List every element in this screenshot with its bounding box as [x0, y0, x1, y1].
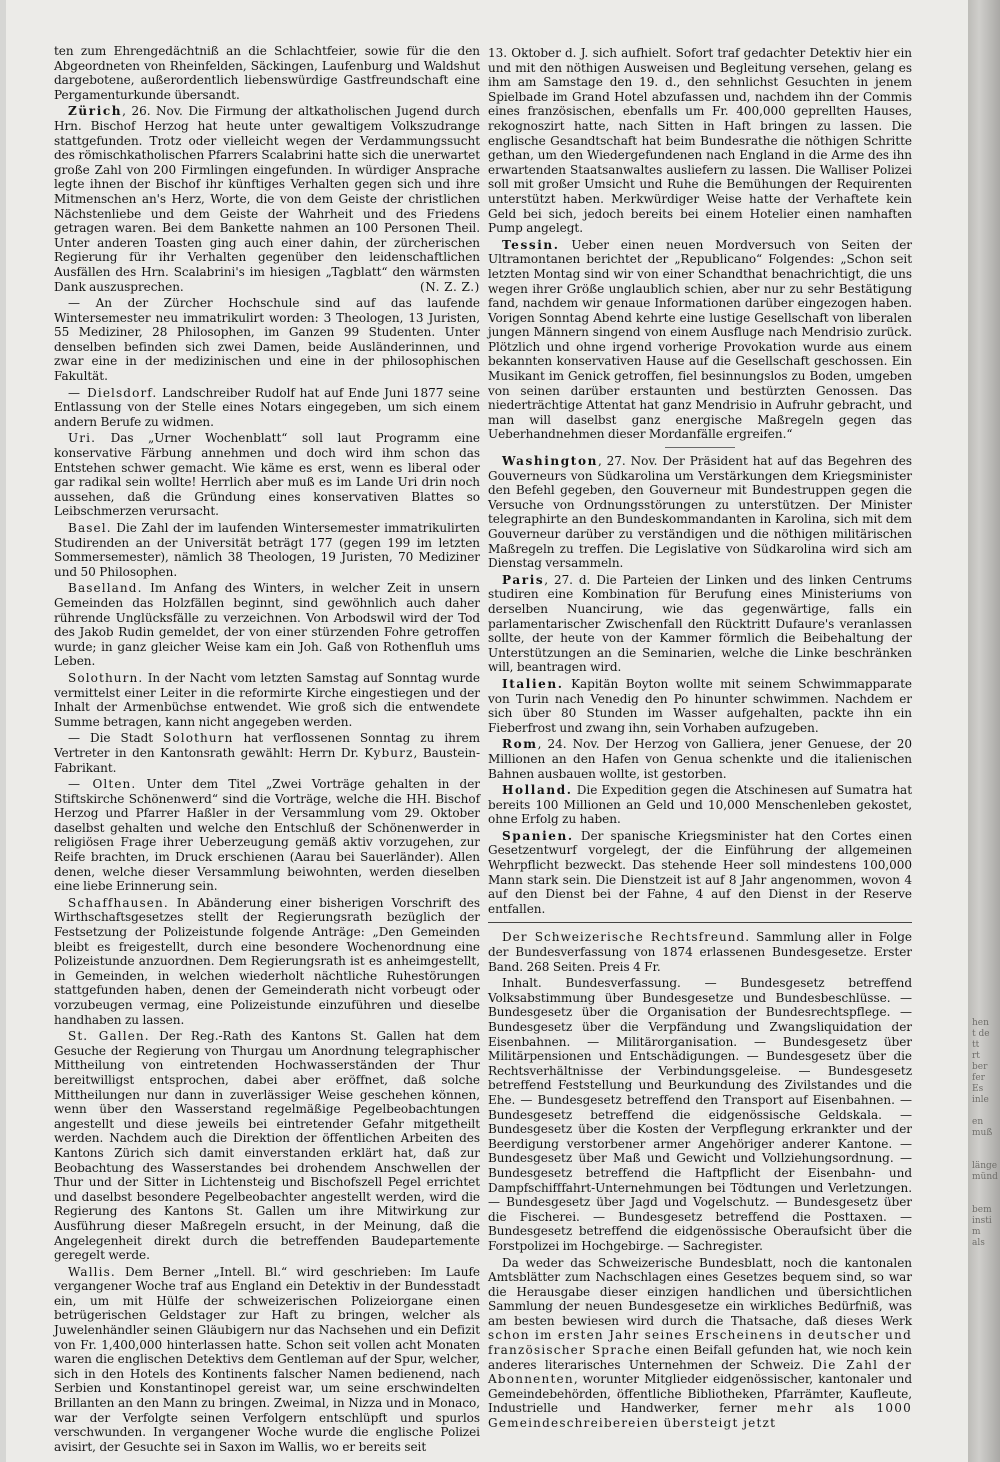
- left-column: [54, 44, 480, 1456]
- dateline: Schaffhausen.: [68, 895, 169, 910]
- dateline: Wallis.: [68, 1264, 116, 1279]
- article-wallis-continued: 13. Oktober d. J. sich aufhielt. Sofort traf gedachter Detektiv hier ein und mit den nöthigen Ausweisen und Begleitung versehen, gelang es ihm am Samstage den 19. d., den sehnlichst Gesuchten in jenem Spielbade im Grand Hotel abzufassen und, nachdem ihn der Commis eines französischen, ebenfalls um Fr. 400,000 geprellten Hauses, rekognoszirt hatte, nach Sitten in Haft bringen zu lassen. Die englische Gesandtschaft hat beim Bundesrathe die nöthigen Schritte gethan, um den Wiedergefundenen nach England in die Arme des ihn erwartenden Staatsanwaltes ausliefern zu lassen. Die Walliser Polizei soll mit großer Umsicht und Ruhe die Bemühungen der Requirenten unterstützt haben. Merkwürdiger Weise hatte der Verhaftete kein Geld bei sich, jedoch bereits bei einem Hotelier einen namhaften Pump angelegt.: [488, 46, 912, 236]
- book-contents: Inhalt. Bundesverfassung. — Bundesgesetz betreffend Volksabstimmung über Bundesgesetze und Bundesbeschlüsse. — Bundesgesetz über die Organisation der Bundesrechtspflege. — Bundesgesetz über die Verpfändung und Zwangsliquidation der Eisenbahnen. — Militärorganisation. — Bundesgesetz über Militärpensionen und Entschädigungen. — Bundesgesetz über die Rechtsverhältnisse der Verbindungsgeleise. — Bundesgesetz betreffend Feststellung und Beurkundung des Zivilstandes und die Ehe. — Bundesgesetz betreffend den Transport auf Eisenbahnen. — Bundesgesetz betreffend die eidgenössische Geldskala. — Bundesgesetz über die Kosten der Verpflegung erkrankter und der Beerdigung verstorbener armer Angehöriger anderer Kantone. — Bundesgesetz über Maß und Gewicht und Vollziehungsordnung. — Bundesgesetz betreffend die Haftpflicht der Eisenbahn- und Dampfschifffahrt-Unternehmungen bei Tödtungen und Verletzungen. — Bundesgesetz über Jagd und Vogelschutz. — Bundesgesetz über die Fischerei. — Bundesgesetz betreffend die Posttaxen. — Bundesgesetz betreffend die eidgenössische Oberaufsicht über die Forstpolizei im Hochgebirge. — Sachregister.: [488, 976, 912, 1253]
- article-paris: [488, 573, 912, 675]
- article-solothurn-election: [54, 731, 480, 775]
- article-paragraph: ten zum Ehrengedächtniß an die Schlachtfeier, sowie für die den Abgeordneten von Rheinfelden, Säckingen, Laufenburg und Waldshut dargebotene, außerordentlich liebenswürdige Gastfreundschaft eine Pergamenturkunde übersandt.: [54, 44, 480, 102]
- emphasis-text: mehr als 1000 Gemeindeschreibereien übersteigt jetzt: [488, 1401, 912, 1431]
- dateline: Zürich: [68, 104, 123, 119]
- article-basel: [54, 521, 480, 579]
- article-hochschule: — An der Zürcher Hochschule sind auf das laufende Wintersemester neu immatrikulirt worden: 3 Theologen, 13 Juristen, 55 Mediziner, 28 Philosophen, im Ganzen 99 Studenten. Unter denselben befinden sich zwei Damen, beide Ausländerinnen, und zwar eine in der medizinischen und eine in der philosophischen Fakultät.: [54, 296, 480, 384]
- dateline: Holland.: [502, 783, 573, 798]
- article-body: , 27. Nov. Der Präsident hat auf das Begehren des Gouverneurs von Südkarolina um Verstärkungen dem Kriegsminister den Befehl gegeben, den Gouverneur mit Bundestruppen gegen die Versuche von Ordnungsstörungen zu unterstützen. Der Minister telegraphirte an den Bundeskommandanten in Karolina, sich mit dem Gouverneur darüber zu verständigen und die nöthigen militärischen Maßregeln zu treffen. Die Legislative von Südkarolina wird sich am Dienstag versammeln.: [488, 454, 912, 571]
- adjacent-page-text-fragments: hen t de tt rt ber fer Es inle en muß länge münd bem insti m als: [972, 1018, 998, 1248]
- right-column: [488, 46, 912, 1433]
- dateline: Tessin.: [502, 237, 560, 252]
- dateline: Spanien.: [502, 828, 574, 843]
- book-notice-body: [488, 1256, 912, 1431]
- article-body: Die Expedition gegen die Atschinesen auf Sumatra hat bereits 100 Millionen an Geld und 10,000 Menschenleben gekostet, ohne Erfolg zu haben.: [488, 783, 912, 827]
- article-body: Der Reg.-Rath des Kantons St. Gallen hat dem Gesuche der Regierung von Thurgau um Anordnung telegraphischer Mittheilung von eintretenden Hochwasserständen der Thur bereitwilligst entsprochen, dabei aber eröffnet, daß solche Mittheilungen nur dann in zuverlässiger Weise geschehen können, wenn über den Wasserstand regelmäßige Pegelbeobachtungen angestellt und diese jeweils bei eintretender Gefahr mitgetheilt werden. Nachdem auch die Direktion der öffentlichen Arbeiten des Kantons Zürich sich damit einverstanden erklärt hat, daß zur Beobachtung des Wasserstandes bei drohendem Anschwellen der Thur und der Sitter in Lichtensteig und Bischofszell Pegel errichtet und daselbst besondere Pegelbeobachter angestellt werden, wird die Regierung des Kantons St. Gallen um ihre Mitwirkung zur Ausführung dieser Maßregeln ersucht, in der Meinung, daß die Angelegenheit direkt durch die betreffenden Baudepartemente geregelt werde.: [54, 1029, 480, 1263]
- article-washington: [488, 454, 912, 571]
- article-tessin: [488, 238, 912, 442]
- book-subtitle: Sammlung aller in Folge der Bundesverfassung von 1874 erlassenen Bundesgesetze. Erster Band. 268 Seiten. Preis 4 Fr.: [488, 930, 912, 974]
- newspaper-page: [6, 0, 968, 1462]
- article-body: Der spanische Kriegsminister hat den Cortes einen Gesetzentwurf vorgelegt, der die Einführung der allgemeinen Wehrpflicht bezweckt. Das stehende Heer soll mindestens 100,000 Mann stark sein. Die Dienstzeit ist auf 8 Jahr angenommen, wovon 4 auf den Dienst bei der Fahne, 4 auf den Dienst in der Reserve entfallen.: [488, 828, 912, 916]
- article-body: Unter dem Titel „Zwei Vorträge gehalten in der Stiftskirche Schönenwerd“ sind die Vorträge, welche die HH. Bischof Herzog und Pfarrer Haßler in der Versammlung vom 29. Oktober daselbst gehalten und welche den Entschluß der Schönenwerder in religiösen Frage ihrer Ueberzeugung gemäß aktiv vorzugehen, zur Reife brachten, im Druck erschienen (Aarau bei Sauerländer). Allen denen, welche dieser Versammlung beiwohnten, werden dieselben eine liebe Erinnerung sein.: [54, 777, 480, 894]
- article-body: Dem Berner „Intell. Bl.“ wird geschrieben: Im Laufe vergangener Woche traf aus England ein Detektiv in der Bundesstadt ein, um mit Hülfe der schweizerischen Polizeiorgane einen betrügerischen Geldstager zur Haft zu bringen, welcher als Juwelenhändler seinen Gläubigern nur das Nachsehen und ein Defizit von Fr. 1,400,000 hinterlassen hatte. Schon seit vollen acht Monaten waren die englischen Detektivs dem Gentleman auf der Spur, welcher, sich in den Hotels des Kontinents falscher Namen bedienend, nach Serbien und Konstantinopel gereist war, um seine erschwindelten Brillanten an den Mann zu bringen. Zweimal, in Nizza und in Monaco, war der Verfolgte seinen Verfolgern entschlüpft und spurlos verschwunden. In vergangener Woche wurde die englische Polizei avisirt, der Gesuchte sei in Saxon im Wallis, wo er bereits seit: [54, 1264, 480, 1454]
- article-italien: [488, 677, 912, 735]
- article-solothurn: [54, 671, 480, 729]
- article-holland: [488, 783, 912, 827]
- source-signature: (N. Z. Z.): [419, 279, 480, 294]
- dateline: Baselland.: [68, 581, 143, 596]
- article-body: , 27. d. Die Parteien der Linken und des linken Centrums studiren eine Kombination für Berufung eines Ministeriums von derselben Nuancirung, wie das gegenwärtige, falls ein parlamentarischer Zwischenfall den Rücktritt Dufaure's veranlassen sollte, der heute von der Kammer förmlich die Beibehaltung der Unterstützungen an die Seminarien, welche die Linke beschränken will, beantragen wird.: [488, 572, 912, 675]
- article-wallis: [54, 1265, 480, 1455]
- dateline: Solothurn.: [68, 670, 144, 685]
- article-body: Landschreiber Rudolf hat auf Ende Juni 1877 seine Entlassung von der Stelle eines Notars eingegeben, um sich einem andern Berufe zu widmen.: [54, 385, 480, 429]
- article-body: Die Zahl der im laufenden Wintersemester immatrikulirten Studirenden an der Universität beträgt 177 (gegen 199 im letzten Sommersemester), nämlich 38 Theologen, 19 Juristen, 70 Mediziner und 50 Philosophen.: [54, 521, 480, 579]
- article-dielsdorf: [54, 386, 480, 430]
- person-name: Kyburz: [364, 745, 414, 760]
- dateline: Italien.: [502, 676, 564, 691]
- article-body: , 26. Nov. Die Firmung der altkatholischen Jugend durch Hrn. Bischof Herzog hat heute unter gewaltigem Volkszudrange stattgefunden. Trotz oder vielleicht wegen der Verdammungssucht des römischkatholischen Pfarrers Scalabrini hatte sich die unerwartet große Zahl von 200 Firmlingen eingefunden. In würdiger Ansprache legte ihnen der Bischof ihr künftiges Verhalten gegen sich und ihre Mitmenschen an's Herz, Worte, die von dem Geiste der christlichen Nächstenliebe und dem Geiste der Wahrheit und des Friedens getragen waren. Bei dem Bankette nahmen an 100 Personen Theil. Unter anderen Toasten ging auch einer dahin, der zürcherischen Regierung für ihr Verhalten gegenüber den leidenschaftlichen Ausfällen des Hrn. Scalabrini's im hiesigen „Tagblatt“ den wärmsten Dank auszusprechen.: [54, 104, 480, 294]
- emphasis-text: schon im ersten Jahr seines Erscheinens in deutscher und französischer Sprache: [488, 1328, 912, 1358]
- book-notice-heading: [488, 930, 912, 974]
- dateline: St. Gallen.: [68, 1029, 150, 1044]
- article-rom: [488, 737, 912, 781]
- article-schaffhausen: [54, 896, 480, 1027]
- article-uri: [54, 431, 480, 519]
- article-baselland: [54, 581, 480, 669]
- section-divider-wide: [488, 922, 912, 923]
- article-stgallen: [54, 1029, 480, 1263]
- article-body: In der Nacht vom letzten Samstag auf Sonntag wurde vermittelst einer Leiter in die reformirte Kirche eingestiegen und der Inhalt der Armenbüchse entwendet. Wie groß sich die entwendete Summe betragen, kann nicht angegeben werden.: [54, 670, 480, 729]
- dateline: Basel.: [68, 521, 112, 535]
- article-body: — Die Stadt: [68, 731, 164, 746]
- book-title: Der Schweizerische Rechtsfreund.: [502, 930, 751, 945]
- dateline: — Olten.: [68, 777, 137, 792]
- article-zurich: [54, 104, 480, 294]
- article-body: , worunter Mitglieder eidgenössischer, kantonaler und Gemeindebehörden, öffentliche Bibliotheken, Pfarrämter, Kaufleute, Industrielle und Handwerker, ferner: [488, 1372, 912, 1416]
- dateline: Rom: [502, 737, 538, 752]
- dateline: — Dielsdorf.: [68, 385, 158, 400]
- article-body: Kapitän Boyton wollte mit seinem Schwimmapparate von Turin nach Venedig den Po hinunter schwimmen. Nachdem er sich über 80 Stunden im Wasser aufgehalten, packte ihn ein Fieberfrost und zwang ihn, sein Vorhaben aufzugeben.: [488, 676, 912, 735]
- article-body: , 24. Nov. Der Herzog von Galliera, jener Genuese, der 20 Millionen an den Hafen von Genua schenkte und die italienischen Bahnen ausbauen wollte, ist gestorben.: [488, 737, 912, 781]
- article-body: , Baustein-Fabrikant.: [54, 745, 481, 775]
- article-body: Da weder das Schweizerische Bundesblatt, noch die kantonalen Amtsblätter zum Nachschlagen eines Gesetzes bequem sind, so war die Herausgabe dieser einzigen handlichen und übersichtlichen Sammlung der neuen Bundesgesetze ein wirkliches Bedürfniß, was am besten bewiesen wird durch die Thatsache, daß dieses Werk: [488, 1255, 912, 1328]
- article-body: Ueber einen neuen Mordversuch von Seiten der Ultramontanen berichtet der „Republicano“ Folgendes: „Schon seit letzten Montag sind wir von einer Schandthat benachrichtigt, die uns wegen ihrer Größe unglaublich schien, aber nur zu sehr Bestätigung fand, nachdem wir genaue Informationen darüber eingezogen haben. Vorigen Sonntag Abend kehrte eine lustige Gesellschaft von liberalen jungen Männern singend von einem Ausfluge nach Mendrisio zurück. Plötzlich und ohne irgend vorherige Provokation wurde aus einem bekannten konservativen Hause auf die Gesellschaft geschossen. Ein Musikant im Genick getroffen, fiel besinnungslos zu Boden, umgeben von seinen darüber erstaunten und bestürzten Genossen. Das niederträchtige Attentat hat ganz Mendrisio in Aufruhr gebracht, und man will daselbst ganz energische Maßregeln gegen das Ueberhandnehmen dieser Mordanfälle ergreifen.“: [488, 237, 912, 442]
- emphasis-text: Die Zahl der Abonnenten: [488, 1357, 912, 1387]
- section-divider: [665, 447, 735, 448]
- dateline: Uri.: [68, 431, 96, 446]
- place-name: Solothurn: [163, 731, 234, 746]
- article-spanien: [488, 829, 912, 917]
- article-body: hat verflossenen Sonntag zu ihrem Vertreter in den Kantonsrath gewählt: Herrn Dr.: [54, 731, 480, 760]
- article-body: Im Anfang des Winters, in welcher Zeit in unsern Gemeinden das Holzfällen beginnt, sind gewöhnlich auch daher rührende Unglücksfälle zu verzeichnen. Von Arbodswil wird der Tod des Jakob Rudin gemeldet, der von einer stürzenden Fohre getroffen wurde; in ganz gleicher Weise kam ein Joh. Gaß von Rothenfluh ums Leben.: [54, 581, 480, 669]
- dateline: Washington: [502, 454, 598, 469]
- article-olten: [54, 777, 480, 894]
- article-body: In Abänderung einer bisherigen Vorschrift des Wirthschaftsgesetzes stellt der Regierungsrath bezüglich der Festsetzung der Polizeistunde folgende Anträge: „Den Gemeinden bleibt es freigestellt, durch eine besondere Wochenordnung eine Polizeistunde anzuordnen. Dem Regierungsrath ist es anheimgestellt, in Gemeinden, in welchen wiederholt nächtliche Ruhestörungen stattgefunden haben, denen der Gemeinderath nicht vorbeugt oder vorzubeugen vermag, eine Polizeistunde einzuführen und dieselbe handhaben zu lassen.: [54, 895, 480, 1027]
- dateline: Paris: [502, 572, 545, 587]
- article-body: Das „Urner Wochenblatt“ soll laut Programm eine konservative Färbung annehmen und doch wird ihm schon das Entstehen schwer gemacht. Wie käme es erst, wenn es liberal oder gar radikal sein wollte! Herrlich aber muß es im Lande Uri drin noch aussehen, daß die Gründung eines konservativen Blattes so Leibschmerzen verursacht.: [54, 431, 480, 519]
- article-body: einen Beifall gefunden hat, wie noch kein anderes literarisches Unternehmen der Schweiz.: [488, 1343, 912, 1372]
